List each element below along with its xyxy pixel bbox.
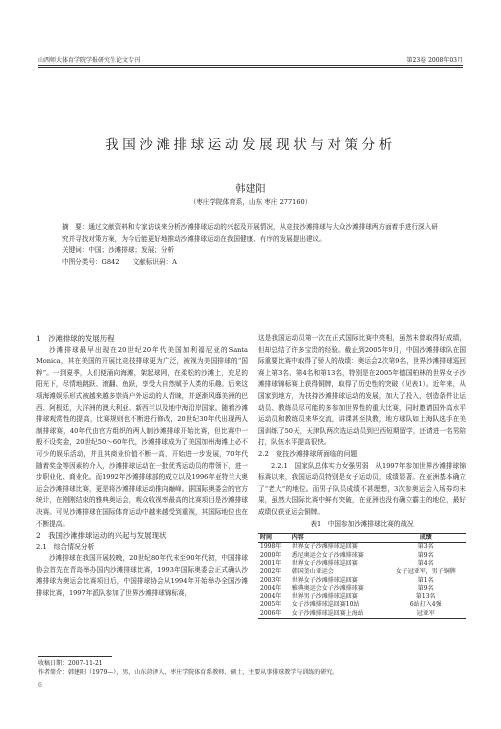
table-cell: 2005年 bbox=[260, 601, 282, 609]
table-cell: 2003年 bbox=[260, 576, 282, 584]
table-row bbox=[258, 585, 466, 593]
footnote-rule bbox=[38, 656, 112, 657]
table-cell: 第13名 bbox=[415, 593, 436, 601]
table-cell: 2004年 bbox=[260, 584, 282, 592]
right-column bbox=[258, 333, 466, 619]
author-name: 韩建阳 bbox=[235, 184, 266, 195]
section-heading-1: 1 沙滩排球的发展历程 bbox=[36, 334, 115, 343]
paragraph: 2.2.1 国家队总体实力女强男弱 从1997年参加世界沙滩排球锦标赛以来，我国运动员特别是女子运动员，成绩显著。在亚洲基本确立了“老大”的地位。而男子队员成绩不甚理想，3次参奥运会入场券均未果，虽然大国际比赛中鲜有突破，在亚洲也没有确立霸主的地位，最好成绩仅获亚运会铜牌。 bbox=[258, 461, 466, 516]
table-row bbox=[258, 601, 466, 609]
table-cell: 2001年 bbox=[260, 559, 282, 567]
received-date: 收稿日期：2007-11-21 bbox=[38, 660, 103, 667]
paragraph: 这是我国运动员第一次在正式国际比赛中亮相，虽然未曾取得好成绩，但却总结了许多宝贵的经验。截止到2005年9月，中国沙滩排球队在国际重要比赛中取得了骄人的战绩：奥运会2次第9名，世界沙滩排球巡回赛上第3名、第4名和第13名，特别是在2005年德国柏林的世界女子沙滩排球锦标赛上获得铜牌，取得了历史性的突破（见表1）。近年来，从国家到地方，为扶持沙滩排球运动的发展，加大了投入，创造条件让运动员、教练员尽可能的多参加世界性的重大比赛，同时邀请国外高水平运动员和教练员来华交流，讲课甚至执教，地方球队如上海队选手在美国训练了50天，天津队两次选运动员到巴西短期留学，还请进一名男陪打，队伍水平提高很快。 bbox=[258, 334, 466, 447]
abstract bbox=[62, 222, 441, 245]
keywords-text: 中国；沙滩排球；发展；分析 bbox=[88, 246, 175, 254]
abstract-block bbox=[62, 222, 441, 268]
paragraph: 沙滩排球最早出现在20世纪20年代美国加利福尼亚的Santa Monica，其在美国的开展比竞技排球更为广泛，被视为美国排球的“国粹”。一到夏季，人们便涌向海滩，架起球网，在柔松的沙滩上，充足的阳光下，尽情地跳跃、滚翻、鱼跃，享受大自然赋予人类的乐趣。后来这项海滩娱乐形式被越来越多崇尚户外运动的人青睐，并逐渐风靡美洲的巴西、阿根廷，大洋洲的澳大利亚、新西兰以及地中海沿岸国家。随着沙滩排球观赏性的提高，比赛规则也不断进行修改，20世纪30年代出现两人制排球赛，40年代由官方组织的两人制沙滩排球开始比赛，但比赛中一般不设奖金，20世纪50～60年代，沙滩排球成为了美国加州海滩上必不可少的娱乐活动，并且其商业价值不断一高，开始进一步发展，70年代随着奖金等因素的介入，沙滩排球运动在一批优秀运动员的带领下，进一步职业化、商业化。而1992年沙滩排球部的成立以及1996年亚特兰大奥运会沙滩排球比赛，更是将沙滩排球运动推向巅峰。据国际奥委会的官方统计，在刚刚结束的雅典奥运会，观众收视率最高的比赛项目是沙滩排球决赛。可见沙滩排球在国际体育运动中越来越受到重视，其国际地位也在不断提高。 bbox=[36, 345, 248, 528]
issue-info: 第23卷 2008年03月 bbox=[406, 57, 463, 64]
header-cell-content: 内容 bbox=[291, 534, 304, 542]
journal-name: 山西师大体育学院学报研究生论文专刊 bbox=[38, 57, 141, 64]
table-row bbox=[258, 577, 466, 585]
paper-title: 我国沙滩排球运动发展现状与对策分析 bbox=[105, 137, 396, 153]
table-row bbox=[258, 543, 466, 552]
table-cell: 雅典奥运会女子沙滩排球赛 bbox=[291, 584, 364, 592]
keywords bbox=[62, 245, 441, 257]
table-cell: 2002年 bbox=[260, 568, 282, 576]
results-table bbox=[258, 533, 466, 619]
section-heading-2: 2 我国沙滩排球运动的兴起与发展现状 bbox=[36, 531, 167, 541]
table-cell: 世界男子沙滩排球巡回赛 bbox=[291, 593, 358, 601]
table-cell: 第4名 bbox=[417, 559, 434, 567]
table-cell: 女子冠亚军，男子铜牌 bbox=[395, 568, 456, 576]
header-rule bbox=[38, 65, 463, 66]
keywords-label: 关键词： bbox=[62, 246, 89, 254]
table-cell: 第9名 bbox=[417, 584, 434, 592]
left-column bbox=[36, 333, 248, 600]
author-affiliation: （枣庄学院体育系，山东 枣庄 277160） bbox=[189, 198, 312, 206]
table-cell: 第9名 bbox=[417, 551, 434, 559]
header-cell-result: 成绩 bbox=[419, 534, 432, 542]
table-cell: 韩国釜山亚运会 bbox=[291, 568, 334, 576]
table-cell: 世界女子沙滩排球巡回赛 bbox=[291, 576, 358, 584]
table-row bbox=[258, 552, 466, 560]
table-header-row bbox=[258, 534, 466, 543]
table-cell: 世界女子沙滩排球巡回赛 bbox=[291, 559, 358, 567]
table-row bbox=[258, 568, 466, 576]
classification: 中图分类号：G842 文献标识码：A bbox=[62, 257, 177, 266]
subsection-heading: 2.2 竞技沙滩排球所面临的问题 bbox=[258, 449, 358, 458]
header-rule-thin bbox=[38, 67, 463, 68]
table-cell: 1998年 bbox=[260, 543, 282, 551]
table-cell: 女子沙滩排球巡回赛10站 bbox=[291, 601, 360, 609]
table-cell: 2004年 bbox=[260, 593, 282, 601]
table-cell: 女子沙滩排球巡回赛上海站 bbox=[291, 609, 364, 617]
author-bio: 作者简介：韩建阳（1979—），男，山东菏泽人，枣庄学院体育系教师，硕士，主要从事排球教学与训练的研究。 bbox=[38, 669, 339, 676]
page-number: 6 bbox=[38, 682, 42, 689]
abstract-label: 摘 要： bbox=[62, 223, 89, 231]
abstract-text: 通过文献资料和专家访谈来分析沙滩排球运动的兴起及开展情况，从竞技沙滩排球与大众沙滩排球两方面着手进行深入研究并寻找对策方案，为今后能更好地推动沙滩排球运动在我国健康、有序的发展提出建议。 bbox=[62, 223, 438, 243]
paragraph: 沙滩排球在我国开展较晚，20世纪80年代末至90年代初，中国排球协会首先在青岛举办国内沙滩排球比赛，1993年国际奥委会正式确认沙滩排球为奥运会比赛项目后，中国排球协会从1994年开始举办全国沙滩排球比赛，1997年派队参加了世界沙滩排球锦标赛， bbox=[36, 554, 248, 598]
table-cell: 第3名 bbox=[417, 543, 434, 551]
table-cell: 6站打入4强 bbox=[409, 601, 442, 609]
table-cell: 2006年 bbox=[260, 609, 282, 617]
header-cell-time: 时间 bbox=[260, 534, 273, 542]
table-caption: 表1 中国参加沙滩排球比赛的战况 bbox=[310, 519, 414, 528]
table-cell: 2000年 bbox=[260, 551, 282, 559]
table-row bbox=[258, 610, 466, 619]
table-cell: 悉尼奥运会女子沙滩排球赛 bbox=[291, 551, 364, 559]
subsection-heading: 2.1 综合情况分析 bbox=[36, 542, 95, 551]
table-cell: 世界女子沙滩排球巡回赛 bbox=[291, 543, 358, 551]
footnote bbox=[38, 659, 338, 677]
table-cell: 冠亚军 bbox=[416, 609, 435, 617]
running-header bbox=[38, 55, 463, 64]
table-cell: 第1名 bbox=[417, 576, 434, 584]
